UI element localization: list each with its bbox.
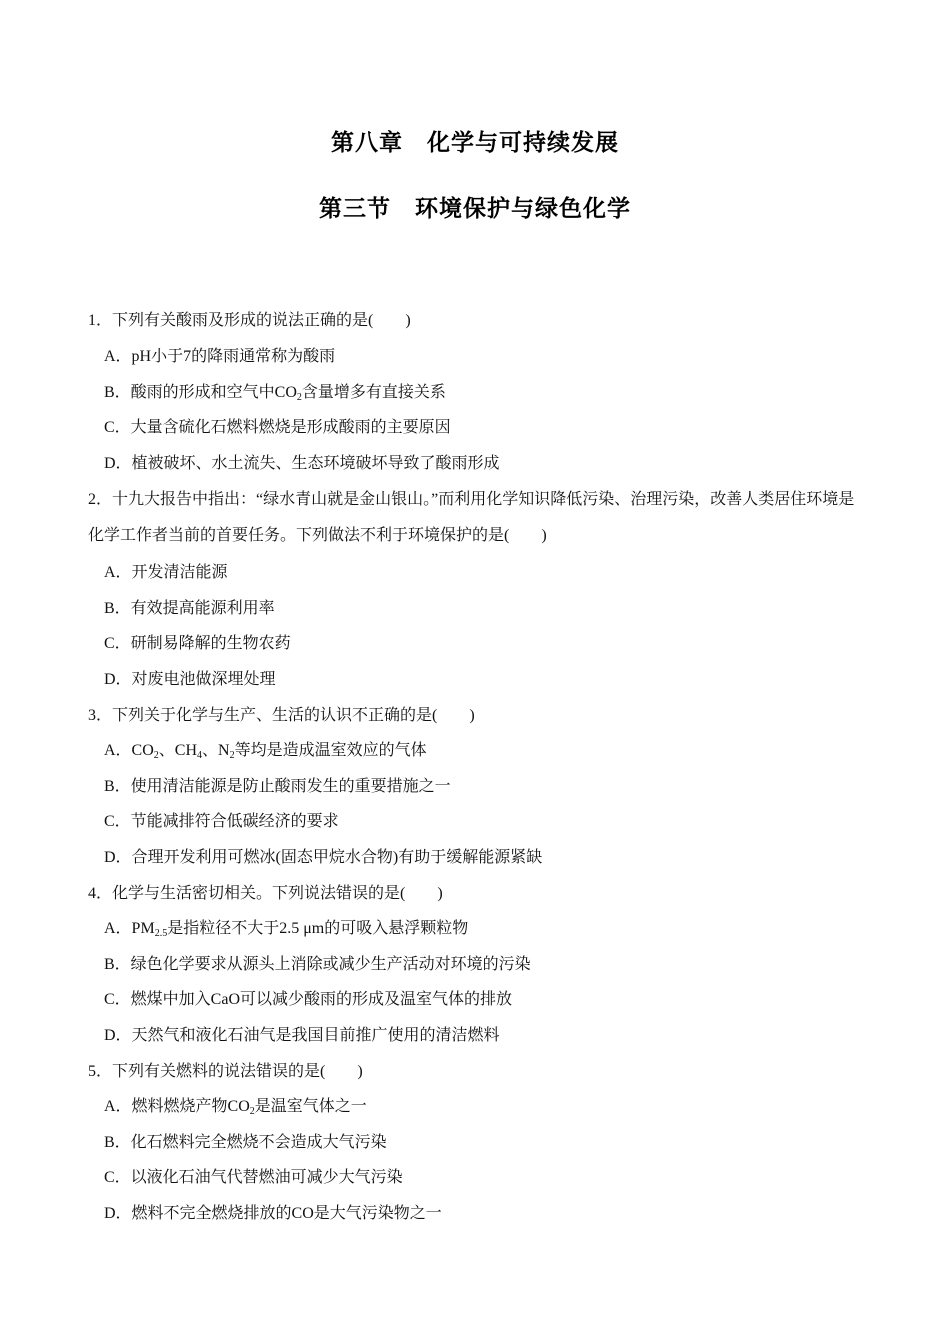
- question-5-option-b: B．化石燃料完全燃烧不会造成大气污染: [104, 1134, 387, 1151]
- question-4-option-c: C．燃煤中加入CaO可以减少酸雨的形成及温室气体的排放: [104, 991, 513, 1008]
- question-1-stem: 1．下列有关酸雨及形成的说法正确的是( ): [88, 312, 411, 329]
- question-3-option-a: A．$CO_2$、$CH_4$、$N_2$等均是造成温室效应的气体: [104, 742, 427, 761]
- question-1-option-a: A．pH小于7的降雨通常称为酸雨: [104, 348, 336, 365]
- question-4-option-a: A．$PM_{2.5}$是指粒径不大于2.5 μm的可吸入悬浮颗粒物: [104, 920, 469, 939]
- question-1-option-d: D．植被破坏、水土流失、生态环境破坏导致了酸雨形成: [104, 455, 500, 472]
- question-4-option-b: B．绿色化学要求从源头上消除或减少生产活动对环境的污染: [104, 956, 531, 973]
- question-1-option-b: B．酸雨的形成和空气中$CO_2$含量增多有直接关系: [104, 384, 446, 403]
- question-3-option-b: B．使用清洁能源是防止酸雨发生的重要措施之一: [104, 778, 451, 795]
- question-2-option-b: B．有效提高能源利用率: [104, 600, 275, 617]
- question-3-option-d: D．合理开发利用可燃冰(固态甲烷水合物)有助于缓解能源紧缺: [104, 849, 543, 866]
- question-2-option-d: D．对废电池做深埋处理: [104, 671, 276, 688]
- section-title: 第三节 环境保护与绿色化学: [319, 196, 631, 222]
- question-1-option-c: C．大量含硫化石燃料燃烧是形成酸雨的主要原因: [104, 419, 451, 436]
- question-2-stem: 2．十九大报告中指出：“绿水青山就是金山银山。”而利用化学知识降低污染、治理污染，改善人类居住环境是化学工作者当前的首要任务。下列做法不利于环境保护的是( ): [88, 491, 855, 544]
- chapter-title: 第八章 化学与可持续发展: [331, 130, 619, 156]
- question-5-option-c: C．以液化石油气代替燃油可减少大气污染: [104, 1169, 403, 1186]
- question-5-stem: 5．下列有关燃料的说法错误的是( ): [88, 1063, 363, 1080]
- question-4-option-d: D．天然气和液化石油气是我国目前推广使用的清洁燃料: [104, 1027, 500, 1044]
- question-5-option-a: A．燃料燃烧产物$CO_2$是温室气体之一: [104, 1098, 367, 1117]
- question-2-option-c: C．研制易降解的生物农药: [104, 635, 291, 652]
- question-4-stem: 4．化学与生活密切相关。下列说法错误的是( ): [88, 885, 443, 902]
- question-3-stem: 3．下列关于化学与生产、生活的认识不正确的是( ): [88, 707, 475, 724]
- question-5-option-d: D．燃料不完全燃烧排放的CO是大气污染物之一: [104, 1205, 442, 1222]
- question-2-option-a: A．开发清洁能源: [104, 564, 228, 581]
- question-3-option-c: C．节能减排符合低碳经济的要求: [104, 813, 339, 830]
